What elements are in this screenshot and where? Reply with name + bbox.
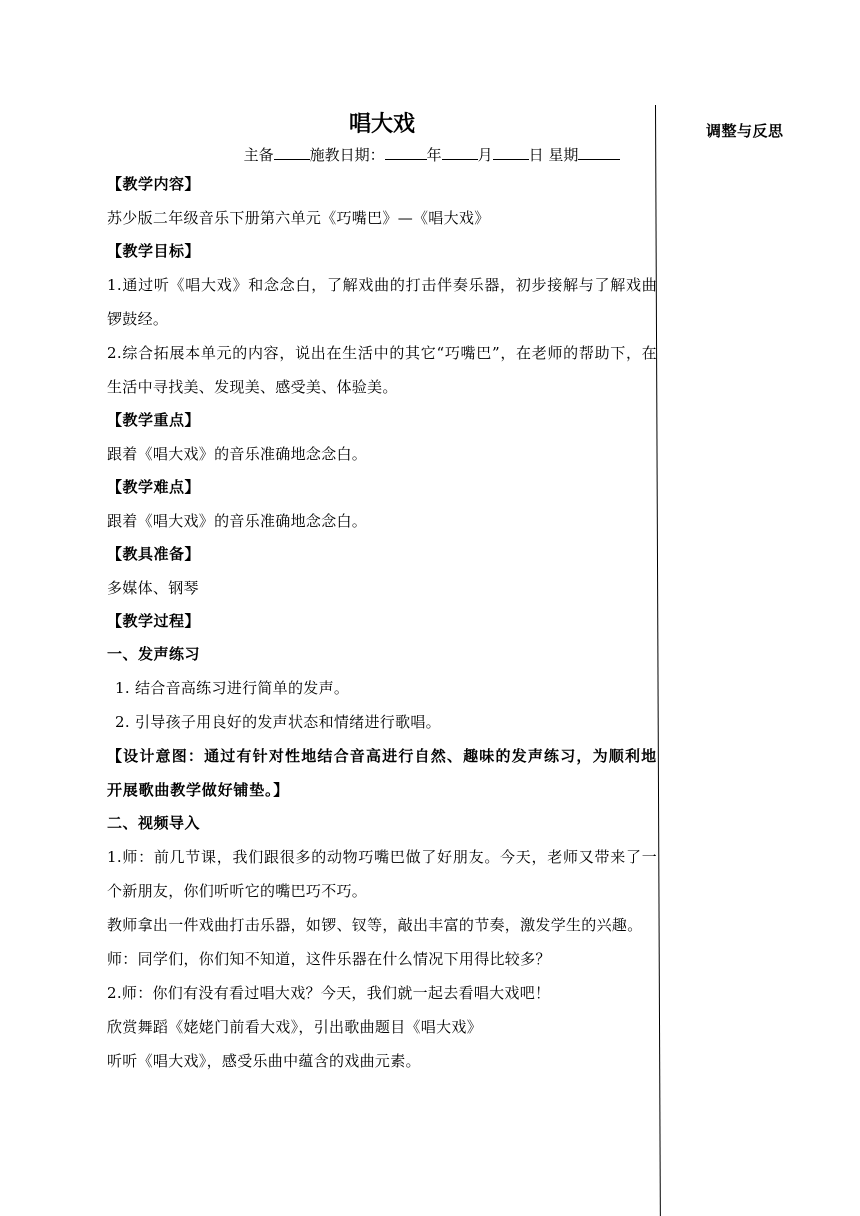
content-heading: 【教学内容】 [107,175,201,193]
prep-blank [274,145,310,160]
year-label: 年 [426,146,442,164]
goal-2: 2.综合拓展本单元的内容，说出在生活中的其它“巧嘴巴”，在老师的帮助下，在生活中寻找美、发现美、感受美、体验美。 [107,344,657,396]
meta-line [207,142,657,168]
difficult-heading: 【教学难点】 [107,478,201,496]
day-blank [493,145,529,160]
step1-item-1: 1. 结合音高练习进行简单的发声。 [115,679,350,697]
key-text: 跟着《唱大戏》的音乐准确地念念白。 [107,445,368,463]
tools-text: 多媒体、钢琴 [107,579,199,597]
reflection-column-title: 调整与反思 [706,122,784,140]
design-intent-note: 【设计意图：通过有针对性地结合音高进行自然、趣味的发声练习，为顺利地开展歌曲教学做好铺垫。】 [107,747,657,799]
step1-heading: 一、发声练习 [107,645,201,663]
month-blank [442,145,478,160]
page-title: 唱大戏 [348,112,415,137]
step2-para-5: 欣赏舞蹈《姥姥门前看大戏》，引出歌曲题目《唱大戏》 [107,1018,483,1036]
process-heading: 【教学过程】 [107,612,201,630]
year-blank [385,145,427,160]
day-label: 日 [528,146,544,164]
tools-heading: 【教具准备】 [107,545,201,563]
month-label: 月 [477,146,493,164]
difficult-text: 跟着《唱大戏》的音乐准确地念念白。 [107,512,368,530]
step2-para-6: 听听《唱大戏》，感受乐曲中蕴含的戏曲元素。 [107,1052,421,1070]
goals-heading: 【教学目标】 [107,242,201,260]
step2-para-3: 师：同学们，你们知不知道，这件乐器在什么情况下用得比较多？ [107,950,551,968]
step1-item-2: 2. 引导孩子用良好的发声状态和情绪进行歌唱。 [115,713,441,731]
prep-label: 主备 [243,146,274,164]
weekday-label: 星期 [548,146,579,164]
content-text: 苏少版二年级音乐下册第六单元《巧嘴巴》—《唱大戏》 [107,209,490,227]
lesson-content [107,108,657,1078]
key-heading: 【教学重点】 [107,411,201,429]
step2-para-2: 教师拿出一件戏曲打击乐器，如锣、钗等，敲出丰富的节奏，激发学生的兴趣。 [107,916,643,934]
step2-para-4: 2.师：你们有没有看过唱大戏？今天，我们就一起去看唱大戏吧！ [107,984,551,1002]
weekday-blank [578,145,620,160]
step2-heading: 二、视频导入 [107,814,201,832]
step2-para-1: 1.师：前几节课，我们跟很多的动物巧嘴巴做了好朋友。今天，老师又带来了一个新朋友，你们听听它的嘴巴巧不巧。 [107,848,657,900]
goal-1: 1.通过听《唱大戏》和念念白，了解戏曲的打击伴奏乐器，初步接解与了解戏曲锣鼓经。 [107,276,657,328]
date-label: 施教日期： [309,146,385,164]
